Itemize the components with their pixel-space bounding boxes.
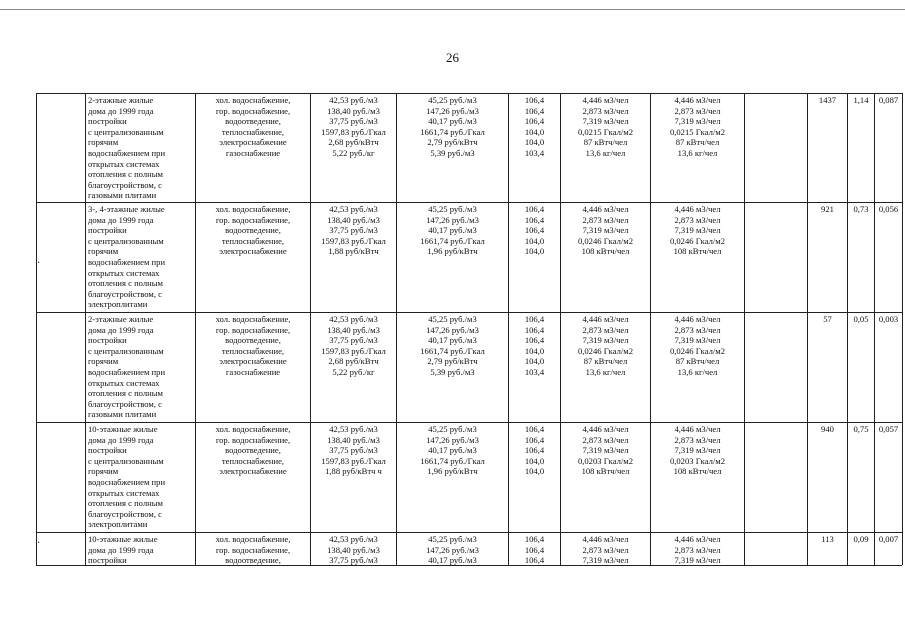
table-row [37, 202, 903, 312]
norm-next-line: 87 кВтч/чел [675, 356, 720, 367]
description-line: с централизованным [88, 345, 164, 356]
index-line: 106,4 [524, 214, 545, 225]
blank-cell [37, 94, 86, 203]
norm-next-line: 7,319 м3/чел [674, 335, 721, 346]
value-cell: 0,09 [848, 532, 875, 572]
value-cell: 0,003 [875, 312, 903, 422]
service-line: водоотведение, [225, 555, 281, 566]
service-line: хол. водоснабжение, [215, 423, 291, 434]
tariff-line: 5,22 руб./кг [332, 366, 375, 377]
page-bottom-area [0, 565, 905, 640]
service-line: водоотведение, [225, 225, 281, 236]
norm-line: 4,446 м3/чел [582, 95, 629, 105]
description-line: водоснабжением при [88, 476, 166, 487]
table-row [37, 94, 903, 203]
norm-next-line: 0,0203 Гкал/м2 [669, 455, 726, 466]
index-line: 106,4 [524, 434, 545, 445]
tariff-line: 138,40 руб./м3 [327, 544, 380, 555]
description-line: открытых системах [88, 267, 160, 278]
tariff-line: 42,53 руб./м3 [329, 313, 378, 324]
tariff-line: 138,40 руб./м3 [327, 434, 380, 445]
index-line: 106,4 [524, 423, 545, 434]
norm-next-line: 0,0246 Гкал/м2 [669, 345, 726, 356]
service-line: электроснабжение [219, 466, 287, 477]
table-body [37, 94, 903, 573]
description-line: отопления с полным [88, 498, 163, 509]
description-line: горячим [88, 137, 119, 148]
norm-next-cell [651, 422, 745, 532]
tariff-next-line: 1,96 руб/кВтч [427, 466, 478, 477]
description-line: открытых системах [88, 377, 160, 388]
description-line: открытых системах [88, 158, 160, 169]
norm-line: 7,319 м3/чел [582, 335, 629, 346]
norm-line: 108 кВтч/чел [581, 246, 630, 257]
index-line: 106,4 [524, 203, 545, 214]
services-cell [196, 94, 311, 203]
norm-line: 2,873 м3/чел [582, 214, 629, 225]
tariff-line: 42,53 руб./м3 [329, 95, 378, 105]
tariff-next-line: 5,39 руб./м3 [430, 147, 475, 158]
norm-next-line: 87 кВтч/чел [675, 137, 720, 148]
index-line: 106,4 [524, 335, 545, 346]
blank-cell [37, 312, 86, 422]
tariff-line: 2,68 руб/кВтч [328, 356, 379, 367]
index-line: 104,0 [524, 126, 545, 137]
tariff-line: 37,75 руб./м3 [329, 445, 378, 456]
tariff-next-line: 1661,74 руб./Гкал [420, 345, 485, 356]
index-cell [509, 202, 561, 312]
service-line: хол. водоснабжение, [215, 313, 291, 324]
description-line: дома до 1999 года [88, 434, 154, 445]
norm-line: 2,873 м3/чел [582, 544, 629, 555]
norm-line: 2,873 м3/чел [582, 105, 629, 116]
norm-next-line: 2,873 м3/чел [674, 214, 721, 225]
norm-line: 87 кВтч/чел [583, 137, 628, 148]
norm-line: 0,0246 Гкал/м2 [577, 235, 634, 246]
table-row [37, 312, 903, 422]
norm-next-line: 2,873 м3/чел [674, 324, 721, 335]
tariff-next-cell [397, 422, 509, 532]
tariff-next-line: 45,25 руб./м3 [428, 423, 477, 434]
table-row [37, 422, 903, 532]
tariff-next-line: 1661,74 руб./Гкал [420, 235, 485, 246]
value-cell: 1437 [808, 94, 848, 203]
blank-cell [745, 312, 808, 422]
service-line: электроснабжение [219, 356, 287, 367]
index-line: 106,4 [524, 324, 545, 335]
norm-line: 4,446 м3/чел [582, 533, 629, 544]
service-line: теплоснабжение, [221, 235, 285, 246]
norm-cell [561, 422, 651, 532]
norm-line: 87 кВтч/чел [583, 356, 628, 367]
tariff-line: 138,40 руб./м3 [327, 105, 380, 116]
tariff-next-line: 40,17 руб./м3 [428, 445, 477, 456]
tariff-line: 37,75 руб./м3 [329, 116, 378, 127]
description-line: благоустройством, с [88, 179, 162, 190]
description-line: с централизованным [88, 126, 164, 137]
norm-line: 0,0203 Гкал/м2 [577, 455, 634, 466]
norm-next-line: 4,446 м3/чел [674, 423, 721, 434]
index-line: 104,0 [524, 235, 545, 246]
tariff-cell [311, 202, 397, 312]
norm-next-line: 7,319 м3/чел [674, 555, 721, 566]
description-line: открытых системах [88, 487, 160, 498]
blank-cell [37, 202, 86, 312]
service-line: хол. водоснабжение, [215, 203, 291, 214]
blank-cell [37, 422, 86, 532]
description-line: отопления с полным [88, 169, 163, 180]
value-cell: 113 [808, 532, 848, 572]
description-line: отопления с полным [88, 388, 163, 399]
service-line: газоснабжение [225, 147, 281, 158]
norm-line: 13,6 кг/чел [585, 366, 626, 377]
description-line: электроплитами [88, 519, 148, 530]
index-line: 104,0 [524, 345, 545, 356]
index-line: 104,0 [524, 246, 545, 257]
description-line: дома до 1999 года [88, 105, 154, 116]
description-line: газовыми плитами [88, 409, 157, 420]
norm-line: 2,873 м3/чел [582, 324, 629, 335]
description-line: горячим [88, 466, 119, 477]
tariff-next-cell [397, 94, 509, 203]
tariff-next-line: 5,39 руб./м3 [430, 366, 475, 377]
service-line: водоотведение, [225, 116, 281, 127]
margin-mark: · [37, 258, 41, 269]
tariff-next-line: 1661,74 руб./Гкал [420, 126, 485, 137]
tariff-next-line: 147,26 руб./м3 [426, 105, 479, 116]
description-line: постройки [88, 335, 127, 346]
blank-cell [745, 422, 808, 532]
description-line: водоснабжением при [88, 147, 166, 158]
service-line: гор. водоснабжение, [215, 434, 291, 445]
index-line: 106,4 [524, 116, 545, 127]
tariff-next-line: 2,79 руб/кВтч [427, 137, 478, 148]
norm-next-line: 2,873 м3/чел [674, 105, 721, 116]
description-line: 10-этажные жилые [88, 423, 158, 434]
value-cell: 0,05 [848, 312, 875, 422]
norm-next-line: 2,873 м3/чел [674, 544, 721, 555]
service-line: водоотведение, [225, 335, 281, 346]
norm-cell [561, 312, 651, 422]
norm-line: 7,319 м3/чел [582, 445, 629, 456]
service-line: электроснабжение [219, 246, 287, 257]
index-line: 104,0 [524, 356, 545, 367]
description-line: благоустройством, с [88, 288, 162, 299]
norm-next-line: 0,0215 Гкал/м2 [669, 126, 726, 137]
blank-cell [745, 202, 808, 312]
tariff-cell [311, 94, 397, 203]
index-line: 104,0 [524, 137, 545, 148]
services-cell [196, 312, 311, 422]
tariff-next-cell [397, 312, 509, 422]
norm-cell [561, 202, 651, 312]
page-number: 26 [446, 50, 459, 65]
tariff-line: 1,88 руб/кВтч [328, 246, 379, 257]
tariff-next-cell [397, 202, 509, 312]
service-line: гор. водоснабжение, [215, 105, 291, 116]
building-description-cell [86, 312, 196, 422]
norm-line: 4,446 м3/чел [582, 203, 629, 214]
description-line: водоснабжением при [88, 256, 166, 267]
tariff-next-line: 45,25 руб./м3 [428, 313, 477, 324]
service-line: хол. водоснабжение, [215, 533, 291, 544]
value-cell: 940 [808, 422, 848, 532]
norm-line: 108 кВтч/чел [581, 466, 630, 477]
norm-next-line: 2,873 м3/чел [674, 434, 721, 445]
tariff-table [36, 93, 903, 573]
norm-next-line: 7,319 м3/чел [674, 116, 721, 127]
description-line: постройки [88, 116, 127, 127]
norm-next-line: 4,446 м3/чел [674, 95, 721, 105]
description-line: постройки [88, 445, 127, 456]
index-line: 106,4 [524, 533, 545, 544]
tariff-line: 1597,83 руб./Гкал [321, 126, 386, 137]
norm-line: 4,446 м3/чел [582, 313, 629, 324]
norm-next-line: 13,6 кг/чел [677, 147, 718, 158]
tariff-next-line: 45,25 руб./м3 [428, 95, 477, 105]
norm-next-line: 108 кВтч/чел [673, 246, 722, 257]
tariff-next-line: 147,26 руб./м3 [426, 434, 479, 445]
margin-mark: · [37, 538, 41, 549]
description-line: электроплитами [88, 299, 148, 310]
top-scan-line [0, 9, 905, 10]
norm-line: 0,0215 Гкал/м2 [577, 126, 634, 137]
description-line: 10-этажные жилые [88, 533, 158, 544]
service-line: теплоснабжение, [221, 126, 285, 137]
tariff-next-line: 1,96 руб/кВтч [427, 246, 478, 257]
tariff-line: 37,75 руб./м3 [329, 225, 378, 236]
tariff-line: 42,53 руб./м3 [329, 203, 378, 214]
index-line: 106,4 [524, 313, 545, 324]
index-cell [509, 422, 561, 532]
services-cell [196, 202, 311, 312]
index-line: 106,4 [524, 445, 545, 456]
blank-cell [745, 94, 808, 203]
service-line: гор. водоснабжение, [215, 214, 291, 225]
value-cell: 1,14 [848, 94, 875, 203]
tariff-line: 5,22 руб./кг [332, 147, 375, 158]
tariff-next-line: 40,17 руб./м3 [428, 555, 477, 566]
value-cell: 0,007 [875, 532, 903, 572]
norm-next-line: 7,319 м3/чел [674, 445, 721, 456]
service-line: газоснабжение [225, 366, 281, 377]
description-line: постройки [88, 225, 127, 236]
description-line: постройки [88, 555, 127, 566]
tariff-next-line: 45,25 руб./м3 [428, 533, 477, 544]
tariff-line: 138,40 руб./м3 [327, 324, 380, 335]
tariff-line: 1,88 руб/кВтч ч [325, 466, 382, 477]
norm-line: 4,446 м3/чел [582, 423, 629, 434]
value-cell: 0,056 [875, 202, 903, 312]
index-line: 103,4 [524, 366, 545, 377]
value-cell: 0,087 [875, 94, 903, 203]
tariff-next-line: 147,26 руб./м3 [426, 214, 479, 225]
tariff-line: 138,40 руб./м3 [327, 214, 380, 225]
description-line: 2-этажные жилые [88, 95, 154, 105]
norm-line: 7,319 м3/чел [582, 555, 629, 566]
tariff-cell [311, 312, 397, 422]
norm-line: 7,319 м3/чел [582, 116, 629, 127]
tariff-line: 1597,83 руб./Гкал [321, 345, 386, 356]
norm-next-line: 4,446 м3/чел [674, 313, 721, 324]
description-line: благоустройством, с [88, 508, 162, 519]
norm-line: 2,873 м3/чел [582, 434, 629, 445]
tariff-line: 1597,83 руб./Гкал [321, 235, 386, 246]
tariff-line: 2,68 руб/кВтч [328, 137, 379, 148]
description-line: отопления с полным [88, 278, 163, 289]
index-line: 106,4 [524, 544, 545, 555]
service-line: водоотведение, [225, 445, 281, 456]
description-line: дома до 1999 года [88, 324, 154, 335]
description-line: газовыми плитами [88, 190, 157, 201]
value-cell: 921 [808, 202, 848, 312]
norm-next-cell [651, 202, 745, 312]
description-line: 2-этажные жилые [88, 313, 154, 324]
norm-next-line: 0,0246 Гкал/м2 [669, 235, 726, 246]
norm-next-line: 4,446 м3/чел [674, 533, 721, 544]
tariff-line: 37,75 руб./м3 [329, 335, 378, 346]
description-line: водоснабжением при [88, 366, 166, 377]
description-line: дома до 1999 года [88, 214, 154, 225]
tariff-next-line: 1661,74 руб./Гкал [420, 455, 485, 466]
cut-line [36, 565, 902, 566]
value-cell: 0,73 [848, 202, 875, 312]
building-description-cell [86, 94, 196, 203]
index-line: 104,0 [524, 466, 545, 477]
index-line: 106,4 [524, 225, 545, 236]
tariff-next-line: 2,79 руб/кВтч [427, 356, 478, 367]
tariff-line: 1597,83 руб./Гкал [321, 455, 386, 466]
tariff-next-line: 40,17 руб./м3 [428, 335, 477, 346]
index-line: 104,0 [524, 455, 545, 466]
index-cell [509, 312, 561, 422]
building-description-cell [86, 422, 196, 532]
service-line: электроснабжение [219, 137, 287, 148]
norm-next-cell [651, 312, 745, 422]
description-line: с централизованным [88, 455, 164, 466]
norm-line: 7,319 м3/чел [582, 225, 629, 236]
tariff-cell [311, 422, 397, 532]
tariff-next-line: 40,17 руб./м3 [428, 225, 477, 236]
norm-cell [561, 94, 651, 203]
tariff-next-line: 147,26 руб./м3 [426, 544, 479, 555]
index-line: 106,4 [524, 95, 545, 105]
description-line: горячим [88, 246, 119, 257]
service-line: гор. водоснабжение, [215, 544, 291, 555]
description-line: дома до 1999 года [88, 544, 154, 555]
norm-next-cell [651, 94, 745, 203]
description-line: 3-, 4-этажные жилые [88, 203, 165, 214]
value-cell: 0,057 [875, 422, 903, 532]
service-line: теплоснабжение, [221, 455, 285, 466]
index-line: 106,4 [524, 105, 545, 116]
norm-line: 0,0246 Гкал/м2 [577, 345, 634, 356]
tariff-line: 37,75 руб./м3 [329, 555, 378, 566]
description-line: благоустройством, с [88, 398, 162, 409]
tariff-line: 42,53 руб./м3 [329, 423, 378, 434]
index-cell [509, 94, 561, 203]
tariff-next-line: 40,17 руб./м3 [428, 116, 477, 127]
value-cell: 57 [808, 312, 848, 422]
building-description-cell [86, 202, 196, 312]
index-line: 106,4 [524, 555, 545, 566]
norm-next-line: 7,319 м3/чел [674, 225, 721, 236]
service-line: хол. водоснабжение, [215, 95, 291, 105]
norm-next-line: 4,446 м3/чел [674, 203, 721, 214]
tariff-line: 42,53 руб./м3 [329, 533, 378, 544]
tariff-next-line: 147,26 руб./м3 [426, 324, 479, 335]
value-cell: 0,75 [848, 422, 875, 532]
description-line: с централизованным [88, 235, 164, 246]
norm-next-line: 108 кВтч/чел [673, 466, 722, 477]
norm-line: 13,6 кг/чел [585, 147, 626, 158]
tariff-next-line: 45,25 руб./м3 [428, 203, 477, 214]
services-cell [196, 422, 311, 532]
description-line: горячим [88, 356, 119, 367]
service-line: гор. водоснабжение, [215, 324, 291, 335]
index-line: 103,4 [524, 147, 545, 158]
norm-next-line: 13,6 кг/чел [677, 366, 718, 377]
service-line: теплоснабжение, [221, 345, 285, 356]
